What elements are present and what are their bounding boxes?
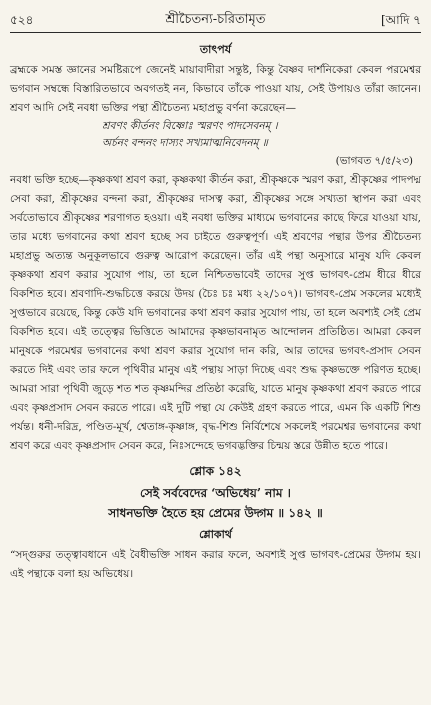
sloka-number: শ্লোক ১৪২: [189, 464, 242, 478]
running-title: শ্রীচৈতন্য-চরিতামৃত: [165, 12, 266, 27]
page-header: [10, 8, 421, 30]
purport-heading: তাৎপর্য: [199, 43, 232, 56]
translation-text: “সদ্গুরুর তত্ত্বাবধানে এই বৈধীভক্তি সাধন করার ফলে, অবশ্যই সুপ্ত ভাগবৎ-প্রেমের উদ্গম হয়। এই পন্থাকে বলা হয় অভিধেয়।: [10, 549, 421, 580]
quoted-verse-line-1: শ্রবণং কীর্তনং বিষ্ণোঃ স্মরণং পাদসেবনম্ ।: [102, 120, 278, 132]
page-number: ৫২৪: [10, 13, 34, 27]
page-content: [10, 38, 421, 584]
verse-reference: (ভাগবত ৭/৫/২৩): [335, 155, 413, 167]
sloka-line-2: সাধনভক্তি হৈতে হয় প্রেমের উদ্গম ॥ ১৪২ ॥: [108, 506, 323, 520]
quoted-verse-line-2: অর্চনং বন্দনং দাস্যং সখ্যমাত্মনিবেদনম্ ॥: [102, 137, 268, 149]
translation-heading: শ্লোকার্থ: [199, 528, 232, 541]
header-rule: [10, 32, 421, 33]
purport-intro: ব্রহ্মকে সমস্ত জ্ঞানের সমষ্টিরূপে জেনেই মায়াবাদীরা সন্তুষ্ট, কিন্তু বৈষ্ণব দার্শনিকেরা কেবল পরমেশ্বর ভগবান সম্বন্ধে বিস্তারিতভাবে অবগতই নন, কিভাবে তাঁকে পাওয়া যায়, সেই উপায়ও তাঁরা জানেন। শ্রবণ আদি সেই নবধা ভক্তির পন্থা শ্রীচৈতন্য মহাপ্রভু বর্ণনা করেছেন—: [10, 64, 421, 114]
purport-body: নবধা ভক্তি হচ্ছে—কৃষ্ণকথা শ্রবণ করা, কৃষ্ণকথা কীর্তন করা, শ্রীকৃষ্ণকে স্মরণ করা, শ্রীকৃষ্ণের পাদপদ্ম সেবা করা, শ্রীকৃষ্ণের বন্দনা করা, শ্রীকৃষ্ণের দাসত্ব করা, শ্রীকৃষ্ণের সঙ্গে সখ্যতা স্থাপন করা এবং সর্বতোভাবে শ্রীকৃষ্ণের শরণাগত হওয়া। এই নবধা ভক্তির মাধ্যমে ভগবানের কাছে ফিরে যাওয়া যায়, তার মধ্যে ভগবানের কথা শ্রবণ হচ্ছে সব চাইতে গুরুত্বপূর্ণ। এই শ্রবণের পন্থার উপর শ্রীচৈতন্য মহাপ্রভু অত্যন্ত অনুকূলভাবে গুরুত্ব আরোপ করেছেন। তাঁর এই পন্থা অনুসারে মানুষ যদি কেবল কৃষ্ণকথা শ্রবণ করার সুযোগ পায়, তা হলে নিশ্চিতভাবেই তাদের সুপ্ত ভাগবৎ-প্রেম ধীরে ধীরে বিকশিত হবে। শ্রবণাদি-শুদ্ধচিত্তে করয়ে উদয় (চৈঃ চঃ মধ্য ২২/১০৭)। ভাগবৎ-প্রেম সকলের মধ্যেই সুপ্তভাবে রয়েছে, কিন্তু কেউ যদি ভগবানের কথা শ্রবণ করার সুযোগ পায়, তা হলে অবশ্যই সেই প্রেম বিকশিত হবে। এই তত্ত্বের ভিত্তিতে আমাদের কৃষ্ণভাবনামৃত আন্দোলন প্রতিষ্ঠিত। আমরা কেবল মানুষকে পরমেশ্বর ভগবানের কথা শ্রবণ করার সুযোগ দান করি, আর তাদের ভগবৎ-প্রসাদ সেবন করতে দিই এবং তার ফলে পৃথিবীর মানুষ এই পন্থায় সাড়া দিচ্ছে এবং শুদ্ধ কৃষ্ণভক্তে পরিণত হচ্ছে। আমরা সারা পৃথিবী জুড়ে শত শত কৃষ্ণমন্দির প্রতিষ্ঠা করেছি, যাতে মানুষ কৃষ্ণকথা শ্রবণ করতে পারে এবং কৃষ্ণপ্রসাদ সেবন করতে পারে। এই দুটি পন্থা যে কেউই গ্রহণ করতে পারে, এমন কি একটি শিশু পর্যন্ত। ধনী-দরিদ্র, পণ্ডিত-মূর্খ, শ্বেতাঙ্গ-কৃষ্ণাঙ্গ, বৃদ্ধ-শিশু নির্বিশেষে সকলেই পরমেশ্বর ভগবানের কথা শ্রবণ করে এবং কৃষ্ণপ্রসাদ সেবন করে, নিঃসন্দেহে ভগবদ্ভক্তির চিন্ময় স্তরে উন্নীত হতে পারে।: [10, 174, 421, 452]
section-label: [আদি ৭: [380, 13, 421, 27]
sloka-line-1: সেই সর্ববেদের ‘অভিধেয়’ নাম ।: [140, 486, 291, 500]
